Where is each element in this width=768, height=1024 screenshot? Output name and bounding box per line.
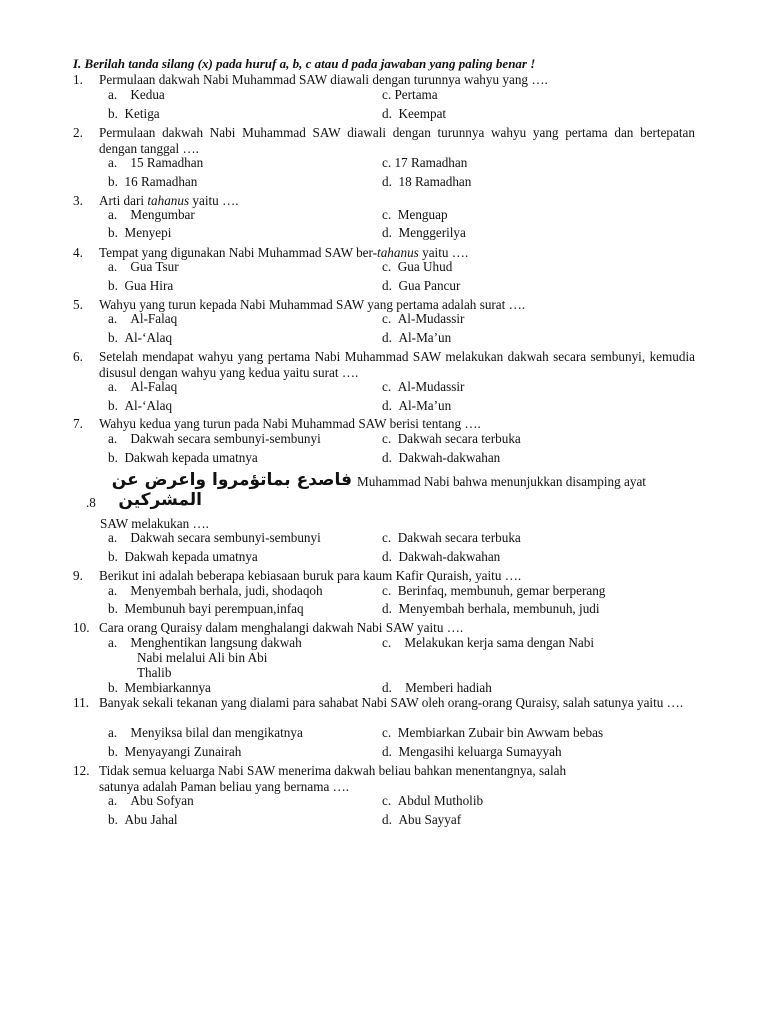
question-2 bbox=[73, 125, 695, 157]
option-d[interactable]: d. Dakwah-dakwahan bbox=[382, 450, 501, 465]
option-a[interactable]: a. Menghentikan langsung dakwah bbox=[108, 635, 302, 650]
option-d[interactable]: d. 18 Ramadhan bbox=[382, 174, 472, 189]
question-text: Arti dari tahanus yaitu …. bbox=[99, 193, 239, 208]
option-b[interactable]: b. Menyayangi Zunairah bbox=[108, 744, 242, 759]
question-number: 11. bbox=[73, 695, 89, 710]
question-text: Permulaan dakwah Nabi Muhammad SAW diawali dengan turunnya wahyu yang …. bbox=[99, 72, 548, 87]
question-text: Tidak semua keluarga Nabi SAW menerima dakwah beliau bahkan menentangnya, salah satunya adalah Paman beliau yang bernama …. bbox=[99, 763, 567, 794]
option-c[interactable]: c. Membiarkan Zubair bin Awwam bebas bbox=[382, 725, 604, 740]
option-b[interactable]: b. Ketiga bbox=[108, 106, 160, 121]
option-b[interactable]: b. Al-‘Alaq bbox=[108, 330, 173, 345]
option-b[interactable]: b. Menyepi bbox=[108, 225, 172, 240]
option-c[interactable]: c. Pertama bbox=[382, 87, 438, 102]
question-1 bbox=[73, 72, 695, 88]
option-a[interactable]: a. Dakwah secara sembunyi-sembunyi bbox=[108, 431, 321, 446]
question-number: 2. bbox=[73, 125, 83, 140]
question-number: 12. bbox=[73, 763, 90, 778]
question-number: 1. bbox=[73, 72, 83, 87]
arabic-verse-line-2: المشركين bbox=[118, 490, 202, 510]
option-b[interactable]: b. Abu Jahal bbox=[108, 812, 178, 827]
option-d[interactable]: d. Abu Sayyaf bbox=[382, 812, 462, 827]
question-10 bbox=[73, 620, 695, 636]
question-6 bbox=[73, 349, 695, 381]
question-text: Wahyu yang turun kepada Nabi Muhammad SAW yang pertama adalah surat …. bbox=[99, 297, 526, 312]
option-a-continued: Nabi melalui Ali bin Abi bbox=[137, 650, 268, 665]
option-c[interactable]: c. Menguap bbox=[382, 207, 448, 222]
option-b[interactable]: b. Al-‘Alaq bbox=[108, 398, 173, 413]
question-number: 7. bbox=[73, 416, 83, 431]
option-b[interactable]: b. Membunuh bayi perempuan,infaq bbox=[108, 601, 304, 616]
option-c[interactable]: c. Melakukan kerja sama dengan Nabi bbox=[382, 635, 595, 650]
option-c[interactable]: c. Gua Uhud bbox=[382, 259, 453, 274]
question-number: 3. bbox=[73, 193, 83, 208]
question-number: 5. bbox=[73, 297, 83, 312]
option-c[interactable]: c. Berinfaq, membunuh, gemar berperang bbox=[382, 583, 606, 598]
option-c[interactable]: c. 17 Ramadhan bbox=[382, 155, 468, 170]
option-a[interactable]: a. Al-Falaq bbox=[108, 379, 178, 394]
question-number: .8 bbox=[86, 495, 96, 510]
question-text: Wahyu kedua yang turun pada Nabi Muhammad SAW berisi tentang …. bbox=[99, 416, 481, 431]
option-c[interactable]: c. Dakwah secara terbuka bbox=[382, 431, 521, 446]
option-a[interactable]: a. Menyiksa bilal dan mengikatnya bbox=[108, 725, 303, 740]
option-a[interactable]: a. 15 Ramadhan bbox=[108, 155, 204, 170]
option-d[interactable]: d. Al-Ma’un bbox=[382, 398, 452, 413]
question-12 bbox=[73, 763, 695, 795]
option-a[interactable]: a. Abu Sofyan bbox=[108, 793, 194, 808]
question-7 bbox=[73, 416, 695, 432]
option-a[interactable]: a. Kedua bbox=[108, 87, 165, 102]
option-d[interactable]: d. Gua Pancur bbox=[382, 278, 461, 293]
question-text: Permulaan dakwah Nabi Muhammad SAW diawali dengan turunnya wahyu yang pertama dan bertepatan dengan tanggal …. bbox=[99, 125, 695, 156]
option-d[interactable]: d. Menggerilya bbox=[382, 225, 466, 240]
option-a[interactable]: a. Dakwah secara sembunyi-sembunyi bbox=[108, 530, 321, 545]
question-number: 9. bbox=[73, 568, 83, 583]
question-number: 10. bbox=[73, 620, 90, 635]
option-a-continued: Thalib bbox=[137, 665, 172, 680]
question-8-text: Muhammad Nabi bahwa menunjukkan disamping ayat bbox=[357, 474, 646, 489]
option-a[interactable]: a. Menyembah berhala, judi, shodaqoh bbox=[108, 583, 323, 598]
option-b[interactable]: b. Gua Hira bbox=[108, 278, 174, 293]
instruction-heading: I. Berilah tanda silang (x) pada huruf a, b, c atau d pada jawaban yang paling benar ! bbox=[73, 56, 536, 71]
question-text: Berikut ini adalah beberapa kebiasaan buruk para kaum Kafir Quraish, yaitu …. bbox=[99, 568, 522, 583]
option-a[interactable]: a. Mengumbar bbox=[108, 207, 195, 222]
question-number: 6. bbox=[73, 349, 83, 364]
question-11 bbox=[73, 695, 695, 711]
option-d[interactable]: d. Keempat bbox=[382, 106, 447, 121]
option-d[interactable]: d. Menyembah berhala, membunuh, judi bbox=[382, 601, 600, 616]
arabic-verse-line-1: فاصدع بماتؤمروا واعرض عن bbox=[111, 470, 352, 490]
option-a[interactable]: a. Al-Falaq bbox=[108, 311, 178, 326]
option-d[interactable]: d. Dakwah-dakwahan bbox=[382, 549, 501, 564]
question-text: Setelah mendapat wahyu yang pertama Nabi Muhammad SAW melakukan dakwah secara sembunyi, kemudia disusul dengan wahyu yang kedua yaitu surat …. bbox=[99, 349, 695, 380]
option-d[interactable]: d. Al-Ma’un bbox=[382, 330, 452, 345]
option-c[interactable]: c. Abdul Mutholib bbox=[382, 793, 484, 808]
question-text: Cara orang Quraisy dalam menghalangi dakwah Nabi SAW yaitu …. bbox=[99, 620, 464, 635]
option-b[interactable]: b. 16 Ramadhan bbox=[108, 174, 198, 189]
question-9 bbox=[73, 568, 695, 584]
option-b[interactable]: b. Membiarkannya bbox=[108, 680, 211, 695]
question-8-text-continued: SAW melakukan …. bbox=[100, 516, 209, 531]
option-b[interactable]: b. Dakwah kepada umatnya bbox=[108, 549, 258, 564]
option-a[interactable]: a. Gua Tsur bbox=[108, 259, 179, 274]
option-b[interactable]: b. Dakwah kepada umatnya bbox=[108, 450, 258, 465]
option-c[interactable]: c. Dakwah secara terbuka bbox=[382, 530, 521, 545]
option-c[interactable]: c. Al-Mudassir bbox=[382, 379, 465, 394]
option-d[interactable]: d. Memberi hadiah bbox=[382, 680, 492, 695]
option-c[interactable]: c. Al-Mudassir bbox=[382, 311, 465, 326]
question-text: Tempat yang digunakan Nabi Muhammad SAW ber-tahanus yaitu …. bbox=[99, 245, 469, 260]
question-number: 4. bbox=[73, 245, 83, 260]
question-text: Banyak sekali tekanan yang dialami para sahabat Nabi SAW oleh orang-orang Quraisy, salah satunya yaitu …. bbox=[99, 695, 684, 710]
option-d[interactable]: d. Mengasihi keluarga Sumayyah bbox=[382, 744, 562, 759]
